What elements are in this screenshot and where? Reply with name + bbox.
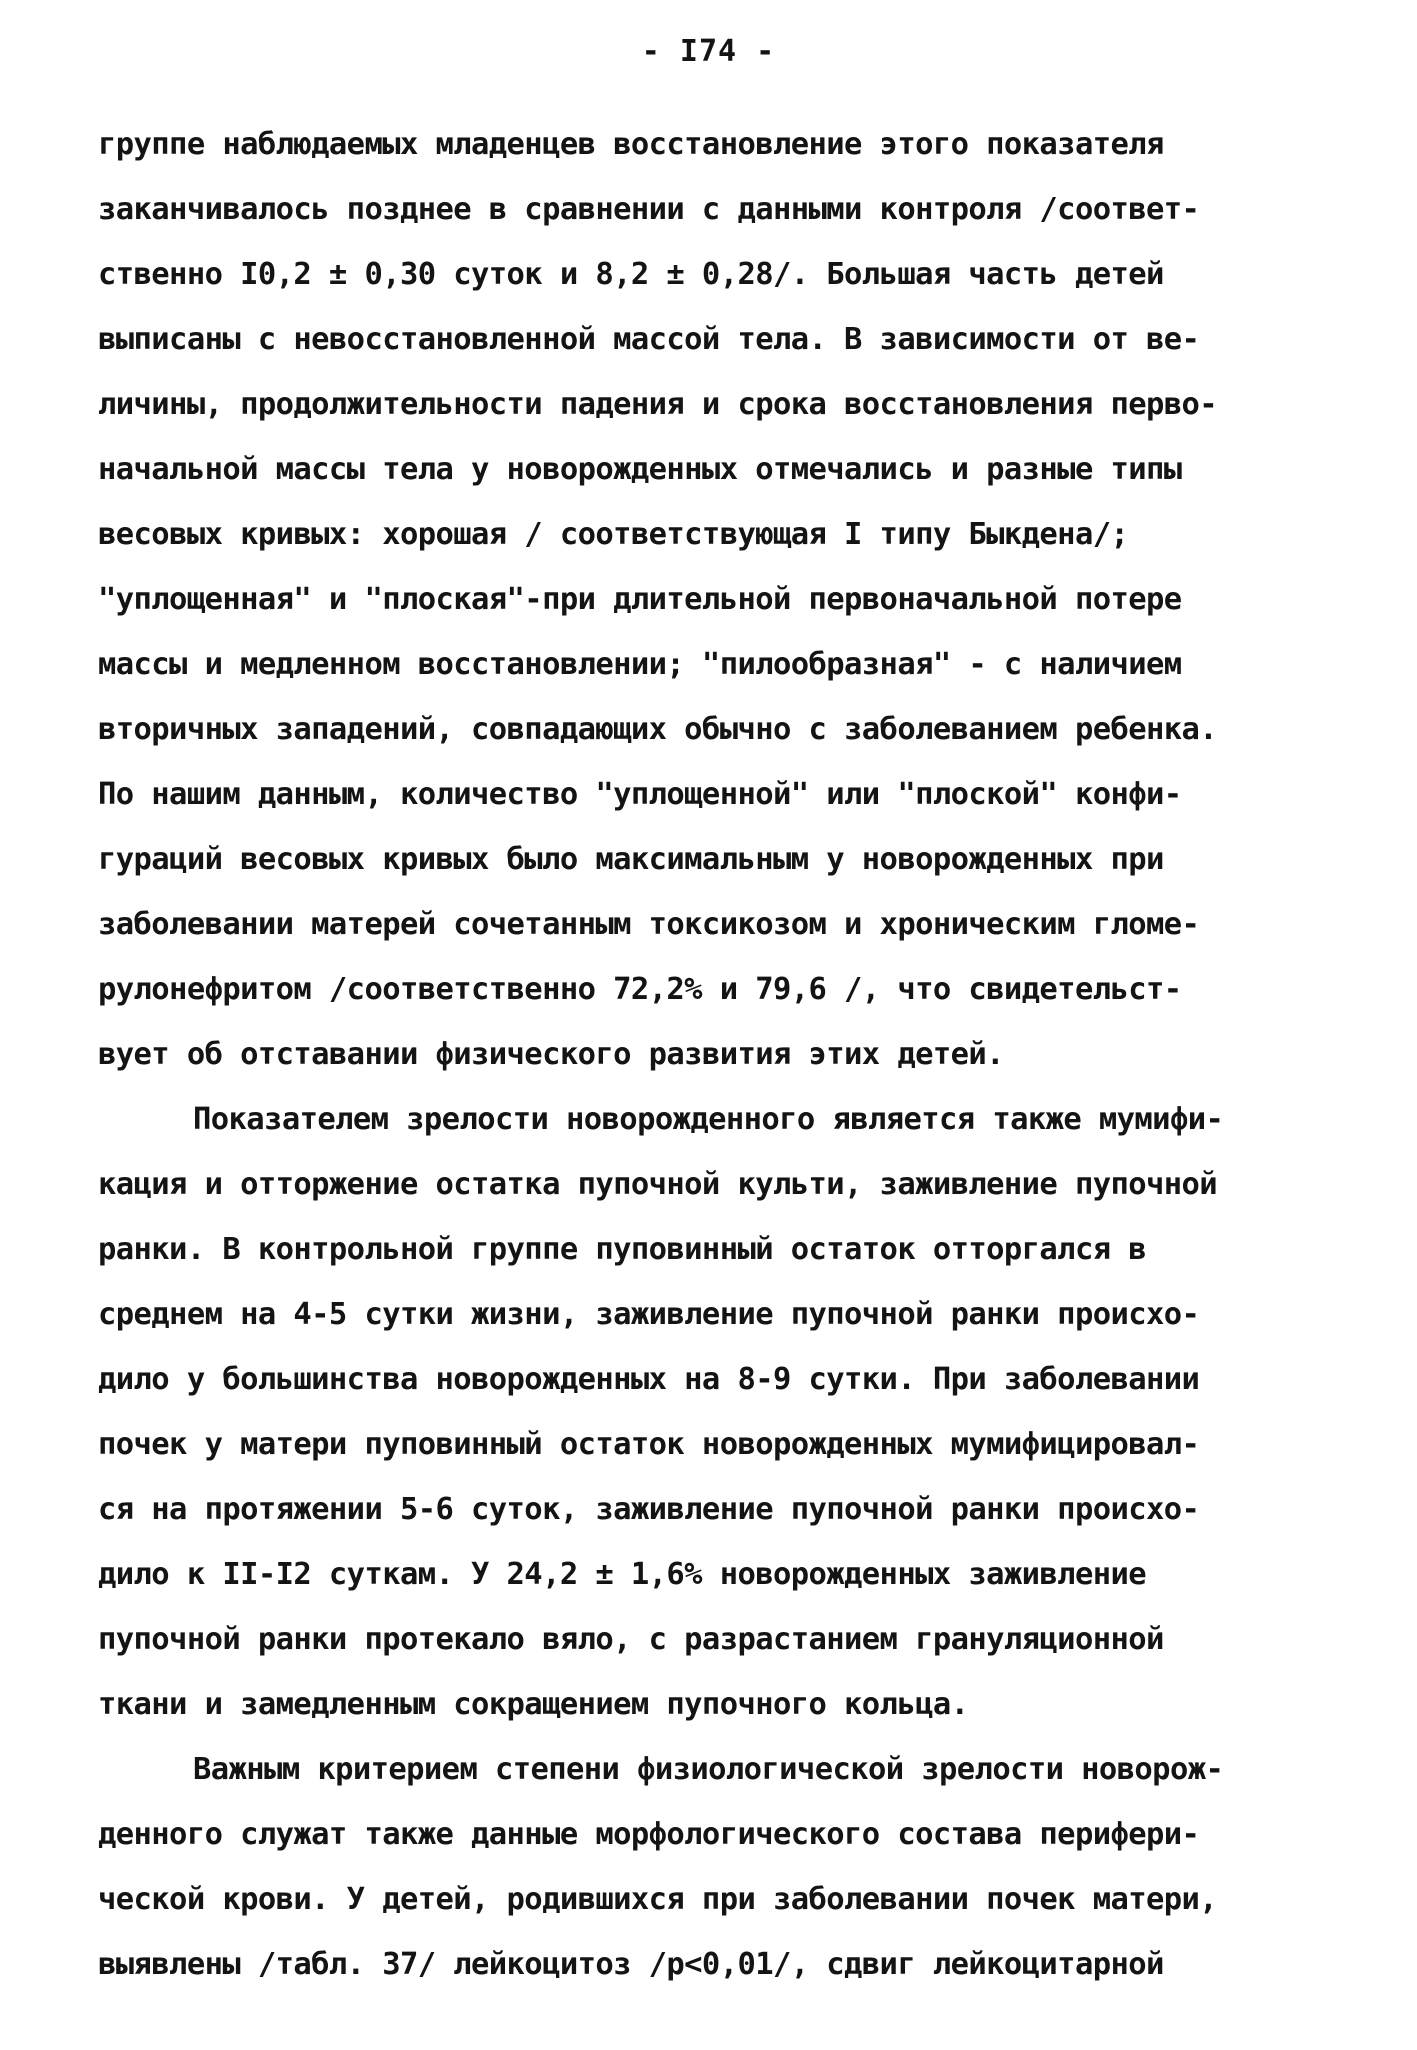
text-line: личины, продолжительности падения и срока восстановления перво- [98,387,1218,422]
text-line: среднем на 4-5 сутки жизни, заживление пупочной ранки происхо- [98,1297,1200,1332]
text-line: ткани и замедленным сокращением пупочного кольца. [98,1687,969,1722]
page-number: - I74 - [641,34,776,69]
text-line: ся на протяжении 5-6 суток, заживление пупочной ранки происхо- [98,1492,1200,1527]
text-line: дило у большинства новорожденных на 8-9 сутки. При заболевании [98,1362,1200,1397]
text-line: начальной массы тела у новорожденных отмечались и разные типы [98,452,1182,487]
text-line: почек у матери пуповинный остаток новорожденных мумифицировал- [98,1427,1200,1462]
text-line: массы и медленном восстановлении; "пилообразная" - с наличием [98,647,1182,682]
text-line: выявлены /табл. 37/ лейкоцитоз /р<0,01/, сдвиг лейкоцитарной [98,1947,1164,1982]
text-line: дило к II-I2 суткам. У 24,2 ± 1,6% новорожденных заживление [98,1557,1146,1592]
text-line: заболевании матерей сочетанным токсикозом и хроническим гломе- [98,907,1200,942]
text-line: ческой крови. У детей, родившихся при заболевании почек матери, [98,1882,1218,1917]
text-line: "уплощенная" и "плоская"-при длительной первоначальной потере [98,582,1182,617]
body-text [98,112,1338,1997]
text-line: Важным критерием степени физиологической зрелости новорож- [193,1752,1224,1787]
text-line: пупочной ранки протекало вяло, с разрастанием грануляционной [98,1622,1164,1657]
text-line: группе наблюдаемых младенцев восстановление этого показателя [98,127,1164,162]
text-line: вторичных западений, совпадающих обычно с заболеванием ребенка. [98,712,1218,747]
text-line: вует об отставании физического развития этих детей. [98,1037,1004,1072]
text-line: заканчивалось позднее в сравнении с данными контроля /соответ- [98,192,1200,227]
text-line: выписаны с невосстановленной массой тела. В зависимости от ве- [98,322,1200,357]
text-line: Показателем зрелости новорожденного является также мумифи- [193,1102,1224,1137]
text-line: весовых кривых: хорошая / соответствующая I типу Быкдена/; [98,517,1129,552]
text-line: По нашим данным, количество "уплощенной" или "плоской" конфи- [98,777,1182,812]
text-line: гураций весовых кривых было максимальным у новорожденных при [98,842,1164,877]
text-line: денного служат также данные морфологического состава перифери- [98,1817,1200,1852]
text-line: ственно I0,2 ± 0,30 суток и 8,2 ± 0,28/. Большая часть детей [98,257,1164,292]
text-line: ранки. В контрольной группе пуповинный остаток отторгался в [98,1232,1146,1267]
text-line: рулонефритом /соответственно 72,2% и 79,6 /, что свидетельст- [98,972,1182,1007]
text-line: кация и отторжение остатка пупочной культи, заживление пупочной [98,1167,1218,1202]
